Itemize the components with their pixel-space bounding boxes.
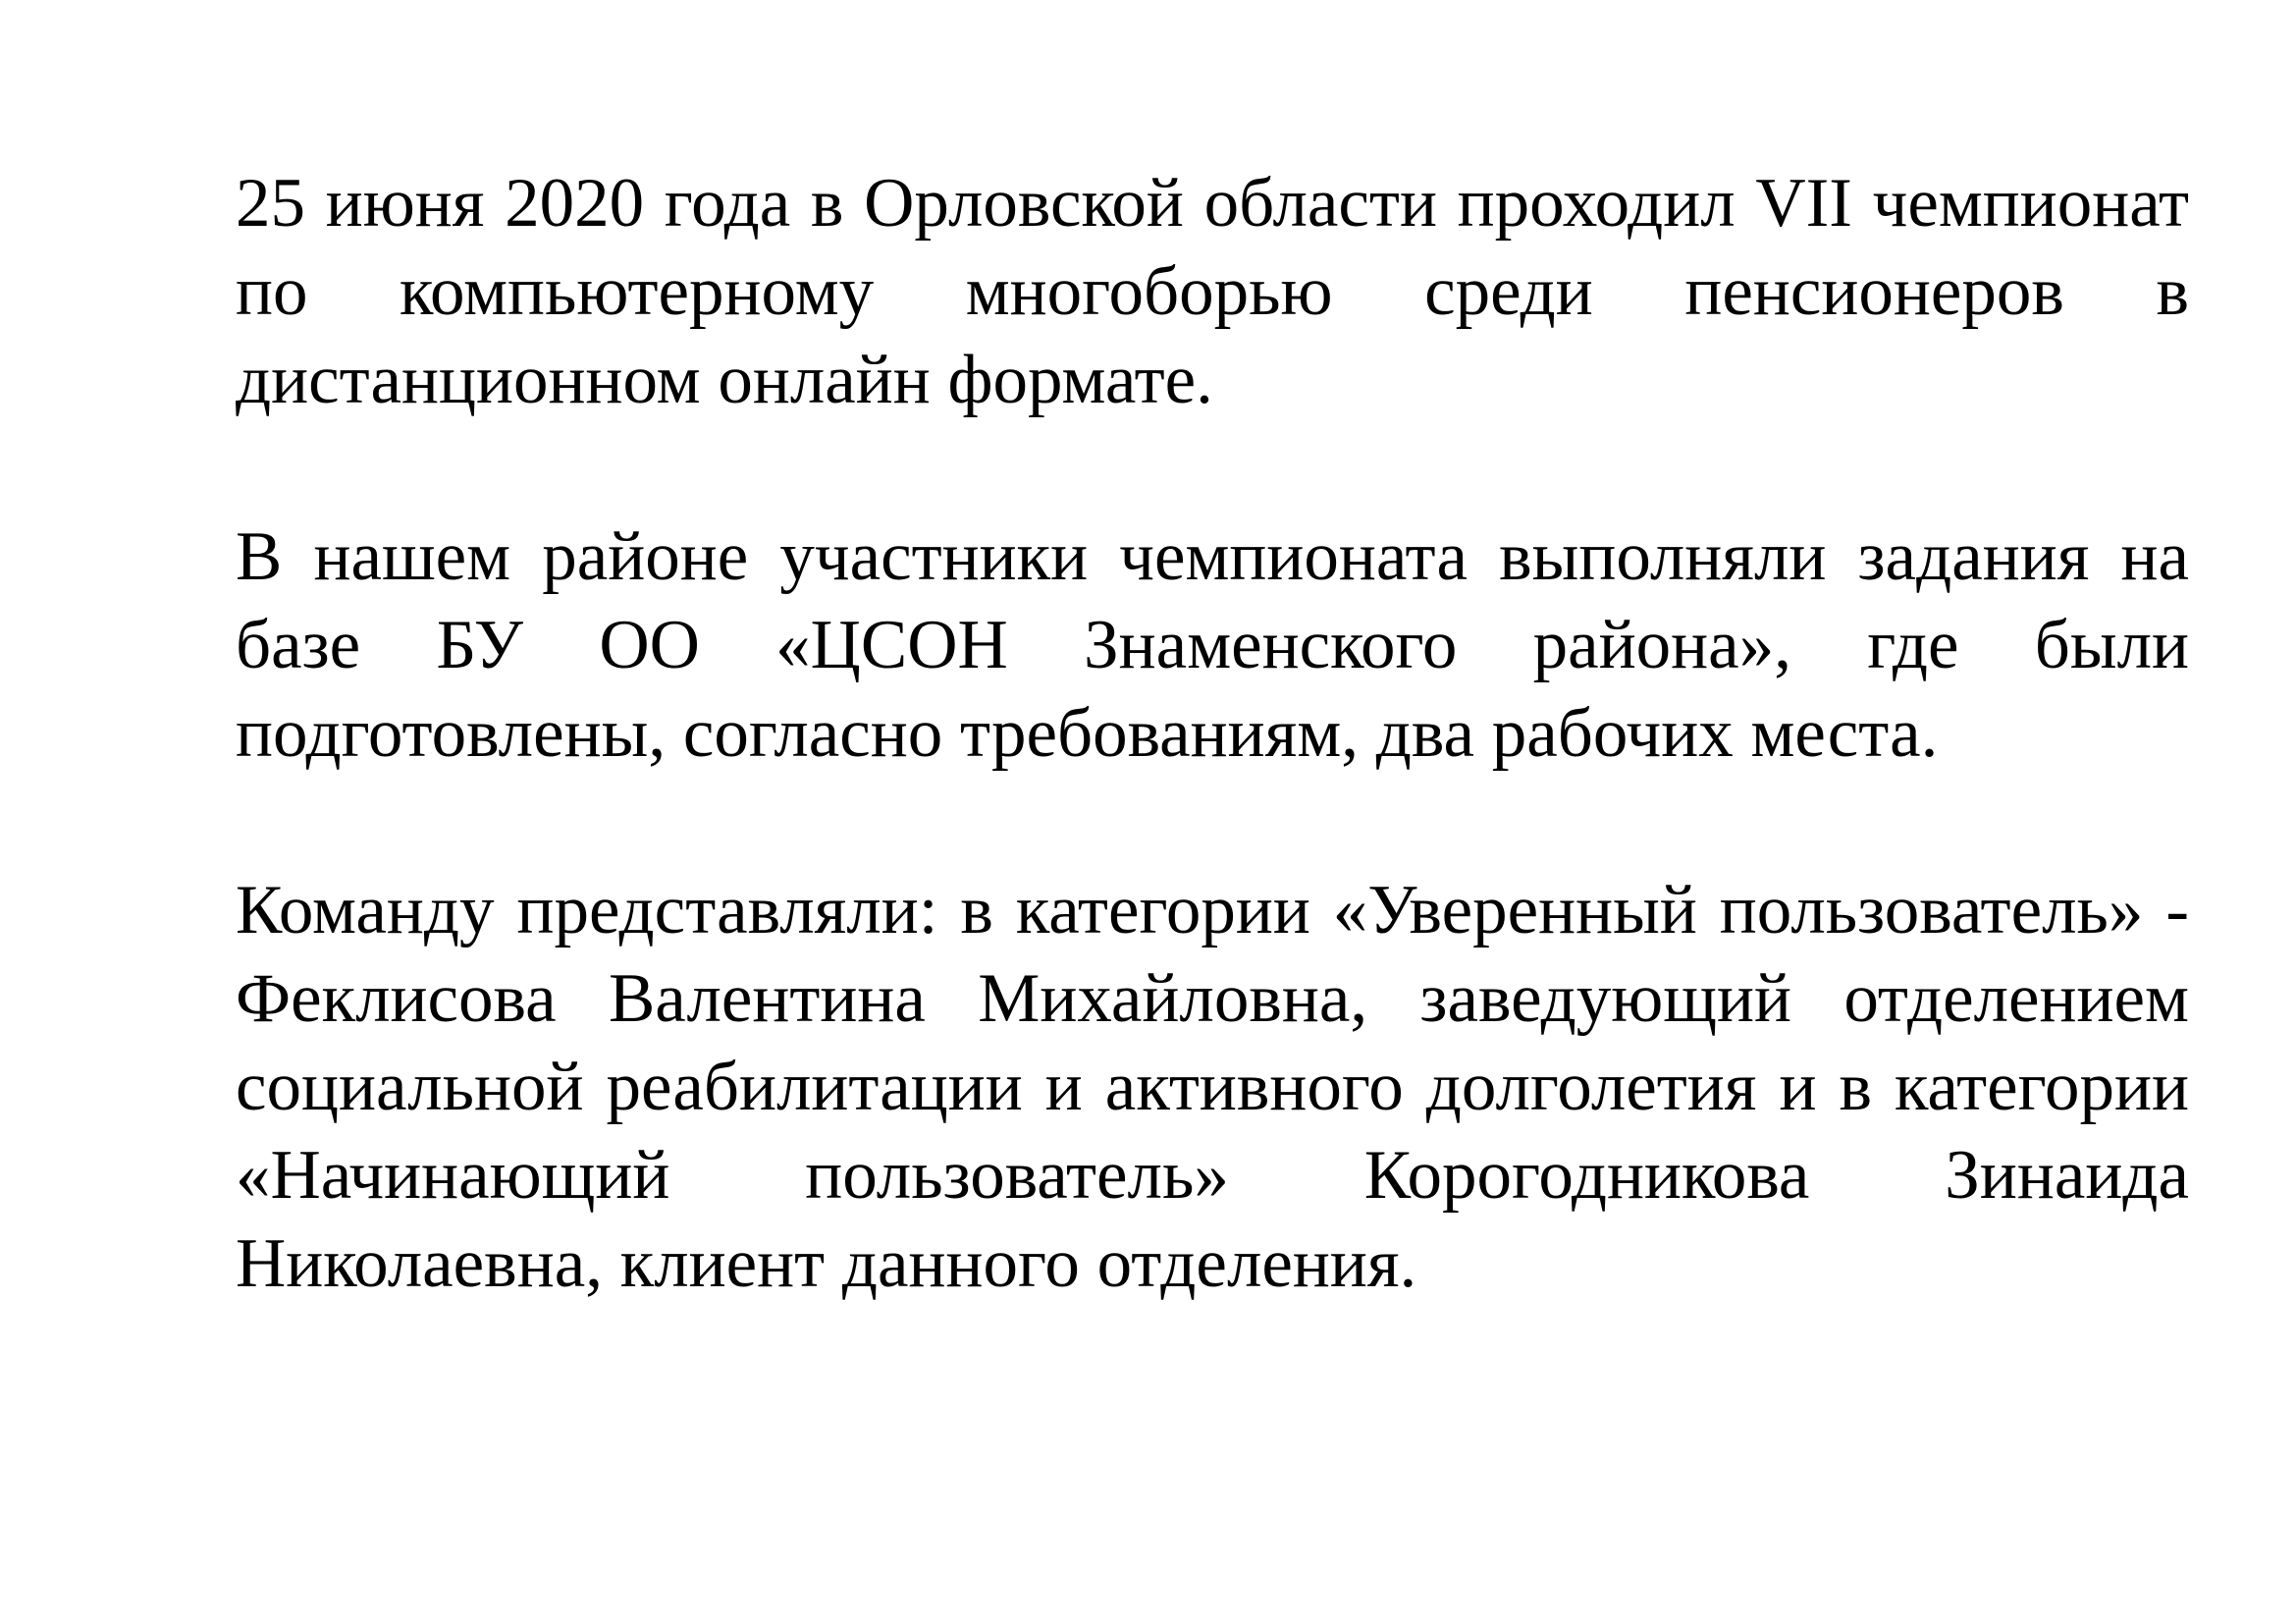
paragraph-venue-info: В нашем районе участники чемпионата выполняли задания на базе БУ ОО «ЦСОН Знаменского района», где были подготовлены, согласно требованиям, два рабочих места. xyxy=(236,518,2189,772)
paragraph-championship-info: 25 июня 2020 года в Орловской области проходил VII чемпионат по компьютерному многоборью среди пенсионеров в дистанционном онлайн формате. xyxy=(236,165,2189,418)
document-body xyxy=(236,159,2189,1308)
paragraph-team-info: Команду представляли: в категории «Уверенный пользователь» - Феклисова Валентина Михайловна, заведующий отделением социальной реабилитации и активного долголетия и в категории «Начинающий пользователь» Корогодникова Зинаида Николаевна, клиент данного отделения. xyxy=(236,872,2189,1302)
